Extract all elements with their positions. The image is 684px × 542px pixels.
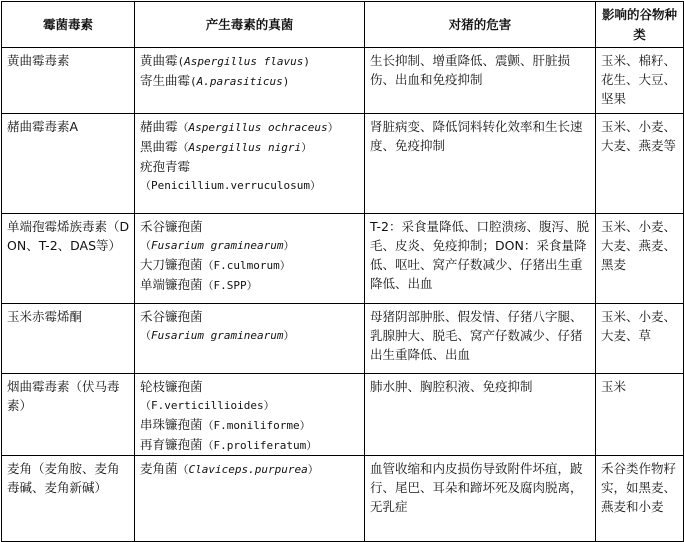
fungus-name: 禾谷镰孢菌 <box>140 219 203 234</box>
fungus-latin: Fusarium graminearum <box>151 329 284 342</box>
mycotoxin-table <box>1 1 684 542</box>
table-header-row <box>2 2 684 48</box>
grains-cell: 玉米、小麦、大麦、燕麦等 <box>596 114 684 214</box>
table-row <box>2 214 684 304</box>
fungus-latin: F.moniliforme <box>213 419 300 432</box>
grains-cell: 玉米、小麦、大麦、燕麦、黑麦 <box>596 214 684 304</box>
fungus-name: 单端镰孢菌 <box>140 277 203 292</box>
fungus-latin: F.SPP <box>213 279 247 292</box>
fungus-name: 大刀镰孢菌 <box>140 257 203 272</box>
fungus-latin: A.parasiticus <box>196 75 283 88</box>
fungus-latin: Penicillium.verruculosum <box>151 179 310 192</box>
header-grains: 影响的谷物种类 <box>596 2 684 48</box>
fungus-name: 黄曲霉 <box>140 53 178 68</box>
table-row <box>2 304 684 374</box>
harm-cell: 母猪阴部肿胀、假发情、仔猪八字腿、乳腺肿大、脱毛、窝产仔数减少、仔猪出生重降低、出血 <box>365 304 596 374</box>
fungi-cell: 禾谷镰孢菌 （Fusarium graminearum） <box>135 304 365 374</box>
header-harm: 对猪的危害 <box>365 2 596 48</box>
fungus-name: 疣孢青霉 <box>140 159 191 174</box>
fungi-cell: 赭曲霉（Aspergillus ochraceus） 黑曲霉（Aspergillus nigri） 疣孢青霉 （Penicillium.verruculosum） <box>135 114 365 214</box>
fungus-latin: F.proliferatum <box>213 439 307 452</box>
header-toxin: 霉菌毒素 <box>2 2 135 48</box>
toxin-cell: 赭曲霉毒素A <box>2 114 135 214</box>
fungus-name: 串珠镰孢菌 <box>140 417 203 432</box>
table-row <box>2 114 684 214</box>
header-fungi: 产生毒素的真菌 <box>135 2 365 48</box>
fungus-latin: Aspergillus flavus <box>184 55 304 68</box>
fungi-cell: 黄曲霉(Aspergillus flavus) 寄生曲霉(A.parasiticus) <box>135 48 365 114</box>
fungus-latin: Fusarium graminearum <box>151 239 284 252</box>
fungi-cell: 轮枝镰孢菌 （F.verticillioides） 串珠镰孢菌（F.moniliforme） 再育镰孢菌（F.proliferatum） <box>135 374 365 456</box>
harm-cell: 肺水肿、胸腔积液、免疫抑制 <box>365 374 596 456</box>
toxin-cell: 黄曲霉毒素 <box>2 48 135 114</box>
fungus-name: 禾谷镰孢菌 <box>140 309 203 324</box>
fungus-name: 赭曲霉 <box>140 119 178 134</box>
toxin-cell: 单端孢霉烯族毒素（DON、T-2、DAS等） <box>2 214 135 304</box>
harm-cell: 血管收缩和内皮损伤导致附件坏疽，跛行、尾巴、耳朵和蹄坏死及腐肉脱离，无乳症 <box>365 456 596 542</box>
fungus-name: 黑曲霉 <box>140 139 178 154</box>
fungus-name: 再育镰孢菌 <box>140 437 203 452</box>
toxin-cell: 烟曲霉毒素（伏马毒素） <box>2 374 135 456</box>
fungus-name: 轮枝镰孢菌 <box>140 379 203 394</box>
fungus-latin: F.culmorum <box>213 259 280 272</box>
table-row <box>2 456 684 542</box>
fungus-latin: Aspergillus nigri <box>188 141 302 154</box>
grains-cell: 禾谷类作物籽实，如黑麦、燕麦和小麦 <box>596 456 684 542</box>
toxin-cell: 玉米赤霉烯酮 <box>2 304 135 374</box>
table-row <box>2 374 684 456</box>
grains-cell: 玉米、棉籽、花生、大豆、坚果 <box>596 48 684 114</box>
harm-cell: 肾脏病变、降低饲料转化效率和生长速度、免疫抑制 <box>365 114 596 214</box>
fungus-name: 麦角菌 <box>140 461 178 476</box>
harm-cell: 生长抑制、增重降低、震颤、肝脏损伤、出血和免疫抑制 <box>365 48 596 114</box>
fungus-latin: Claviceps.purpurea <box>188 463 308 476</box>
fungus-latin: F.verticillioides <box>151 399 264 412</box>
table-row <box>2 48 684 114</box>
fungus-name: 寄生曲霉 <box>140 73 191 88</box>
toxin-cell: 麦角（麦角胺、麦角毒碱、麦角新碱） <box>2 456 135 542</box>
grains-cell: 玉米 <box>596 374 684 456</box>
harm-cell: T-2：采食量降低、口腔溃疡、腹泻、脱毛、皮炎、免疫抑制；DON：采食量降低、呕吐、窝产仔数减少、仔猪出生重降低、出血 <box>365 214 596 304</box>
fungus-latin: Aspergillus ochraceus <box>188 121 328 134</box>
fungi-cell: 禾谷镰孢菌 （Fusarium graminearum） 大刀镰孢菌（F.culmorum） 单端镰孢菌（F.SPP） <box>135 214 365 304</box>
fungi-cell: 麦角菌（Claviceps.purpurea） <box>135 456 365 542</box>
grains-cell: 玉米、小麦、大麦、草 <box>596 304 684 374</box>
